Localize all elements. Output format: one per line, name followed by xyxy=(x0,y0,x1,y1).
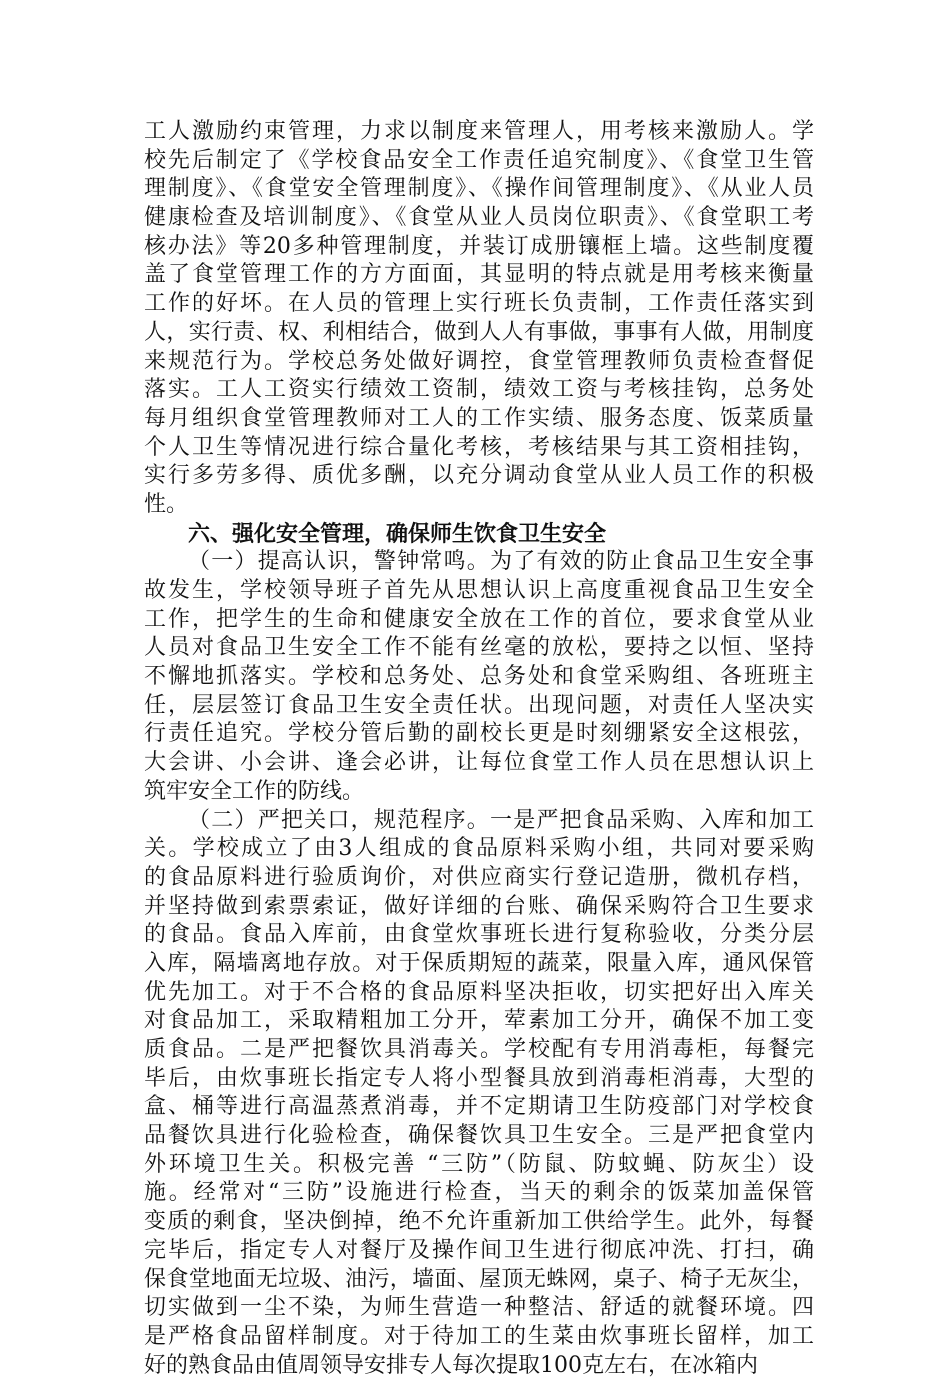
paragraph-line: 完毕后，指定专人对餐厅及操作间卫生进行彻底冲洗、打扫，确 xyxy=(144,1237,814,1263)
paragraph-line: 保食堂地面无垃圾、油污，墙面、屋顶无蛛网，桌子、椅子无灰尘， xyxy=(144,1266,814,1292)
paragraph-line: 实行多劳多得、质优多酬，以充分调动食堂从业人员工作的积极 xyxy=(144,463,814,489)
paragraph-line: 理制度》、《食堂安全管理制度》、《操作间管理制度》、《从业人员 xyxy=(144,176,814,202)
paragraph-line: 切实做到一尘不染，为师生营造一种整洁、舒适的就餐环境。四 xyxy=(144,1295,814,1321)
paragraph-line: 任，层层签订食品卫生安全责任状。出现问题，对责任人坚决实 xyxy=(144,692,814,718)
paragraph-line: 对食品加工，采取精粗加工分开，荤素加工分开，确保不加工变 xyxy=(144,1008,814,1034)
paragraph-line: 健康检查及培训制度》、《食堂从业人员岗位职责》、《食堂职工考 xyxy=(144,205,814,231)
paragraph-line: 个人卫生等情况进行综合量化考核，考核结果与其工资相挂钩， xyxy=(144,434,814,460)
paragraph-line: 质食品。二是严把餐饮具消毒关。学校配有专用消毒柜，每餐完 xyxy=(144,1037,814,1062)
paragraph-line: （一）提高认识，警钟常鸣。为了有效的防止食品卫生安全事 xyxy=(188,549,814,575)
document-page xyxy=(144,118,814,1380)
paragraph-line: 工作，把学生的生命和健康安全放在工作的首位，要求食堂从业 xyxy=(144,606,814,632)
section-heading: 六、强化安全管理，确保师生饮食卫生安全 xyxy=(188,520,607,547)
paragraph-line: 每月组织食堂管理教师对工人的工作实绩、服务态度、饭菜质量 xyxy=(144,405,814,431)
paragraph-line: 工人激励约束管理，力求以制度来管理人，用考核来激励人。学 xyxy=(144,119,814,144)
paragraph-line: 校先后制定了《学校食品安全工作责任追究制度》、《食堂卫生管 xyxy=(144,147,814,173)
paragraph-line: 行责任追究。学校分管后勤的副校长更是时刻绷紧安全这根弦， xyxy=(144,721,814,747)
paragraph-line: 人员对食品卫生安全工作不能有丝毫的放松，要持之以恒、坚持 xyxy=(144,635,814,661)
paragraph-line: 是严格食品留样制度。对于待加工的生菜由炊事班长留样，加工 xyxy=(144,1323,814,1349)
paragraph-line: 盒、桶等进行高温蒸煮消毒，并不定期请卫生防疫部门对学校食 xyxy=(144,1094,814,1120)
paragraph-line: 优先加工。对于不合格的食品原料坚决拒收，切实把好出入库关 xyxy=(144,979,814,1005)
paragraph-line: 工作的好坏。在人员的管理上实行班长负责制，工作责任落实到 xyxy=(144,291,814,317)
paragraph-line: 入库，隔墙离地存放。对于保质期短的蔬菜，限量入库，通风保管 xyxy=(144,950,814,976)
paragraph-line: 故发生，学校领导班子首先从思想认识上高度重视食品卫生安全 xyxy=(144,578,814,603)
paragraph-line: 来规范行为。学校总务处做好调控，食堂管理教师负责检查督促 xyxy=(144,348,814,374)
paragraph-line: 变质的剩食，坚决倒掉，绝不允许重新加工供给学生。此外，每餐 xyxy=(144,1209,814,1235)
paragraph-line: 并坚持做到索票索证，做好详细的台账、确保采购符合卫生要求 xyxy=(144,893,814,919)
paragraph-line: 大会讲、小会讲、逢会必讲，让每位食堂工作人员在思想认识上 xyxy=(144,750,814,776)
paragraph-line: 筑牢安全工作的防线。 xyxy=(144,778,365,804)
paragraph-line: 核办法》等20多种管理制度，并装订成册镶框上墙。这些制度覆 xyxy=(144,233,814,259)
paragraph-line: 的食品原料进行验质询价，对供应商实行登记造册，微机存档， xyxy=(144,864,814,890)
paragraph-line: 的食品。食品入库前，由食堂炊事班长进行复称验收，分类分层 xyxy=(144,922,814,948)
paragraph-line: 人，实行责、权、利相结合，做到人人有事做，事事有人做，用制度 xyxy=(144,319,814,345)
paragraph-line: 关。学校成立了由3人组成的食品原料采购小组，共同对要采购 xyxy=(144,836,814,862)
paragraph-line: 落实。工人工资实行绩效工资制，绩效工资与考核挂钩，总务处 xyxy=(144,377,814,403)
paragraph-line: 外环境卫生关。积极完善 “三防”（防鼠、防蚊蝇、防灰尘）设 xyxy=(144,1151,814,1177)
paragraph-line: 性。 xyxy=(144,491,189,517)
paragraph-line: 好的熟食品由值周领导安排专人每次提取100克左右，在冰箱内 xyxy=(144,1352,758,1378)
paragraph-line: 毕后，由炊事班长指定专人将小型餐具放到消毒柜消毒，大型的 xyxy=(144,1065,814,1091)
paragraph-line: 不懈地抓落实。学校和总务处、总务处和食堂采购组、各班班主 xyxy=(144,664,814,690)
paragraph-line: 品餐饮具进行化验检查，确保餐饮具卫生安全。三是严把食堂内 xyxy=(144,1123,814,1149)
paragraph-line: 施。经常对“三防”设施进行检查，当天的剩余的饭菜加盖保管 xyxy=(144,1180,814,1206)
paragraph-line: （二）严把关口，规范程序。一是严把食品采购、入库和加工 xyxy=(188,807,814,833)
paragraph-line: 盖了食堂管理工作的方方面面，其显明的特点就是用考核来衡量 xyxy=(144,262,814,288)
